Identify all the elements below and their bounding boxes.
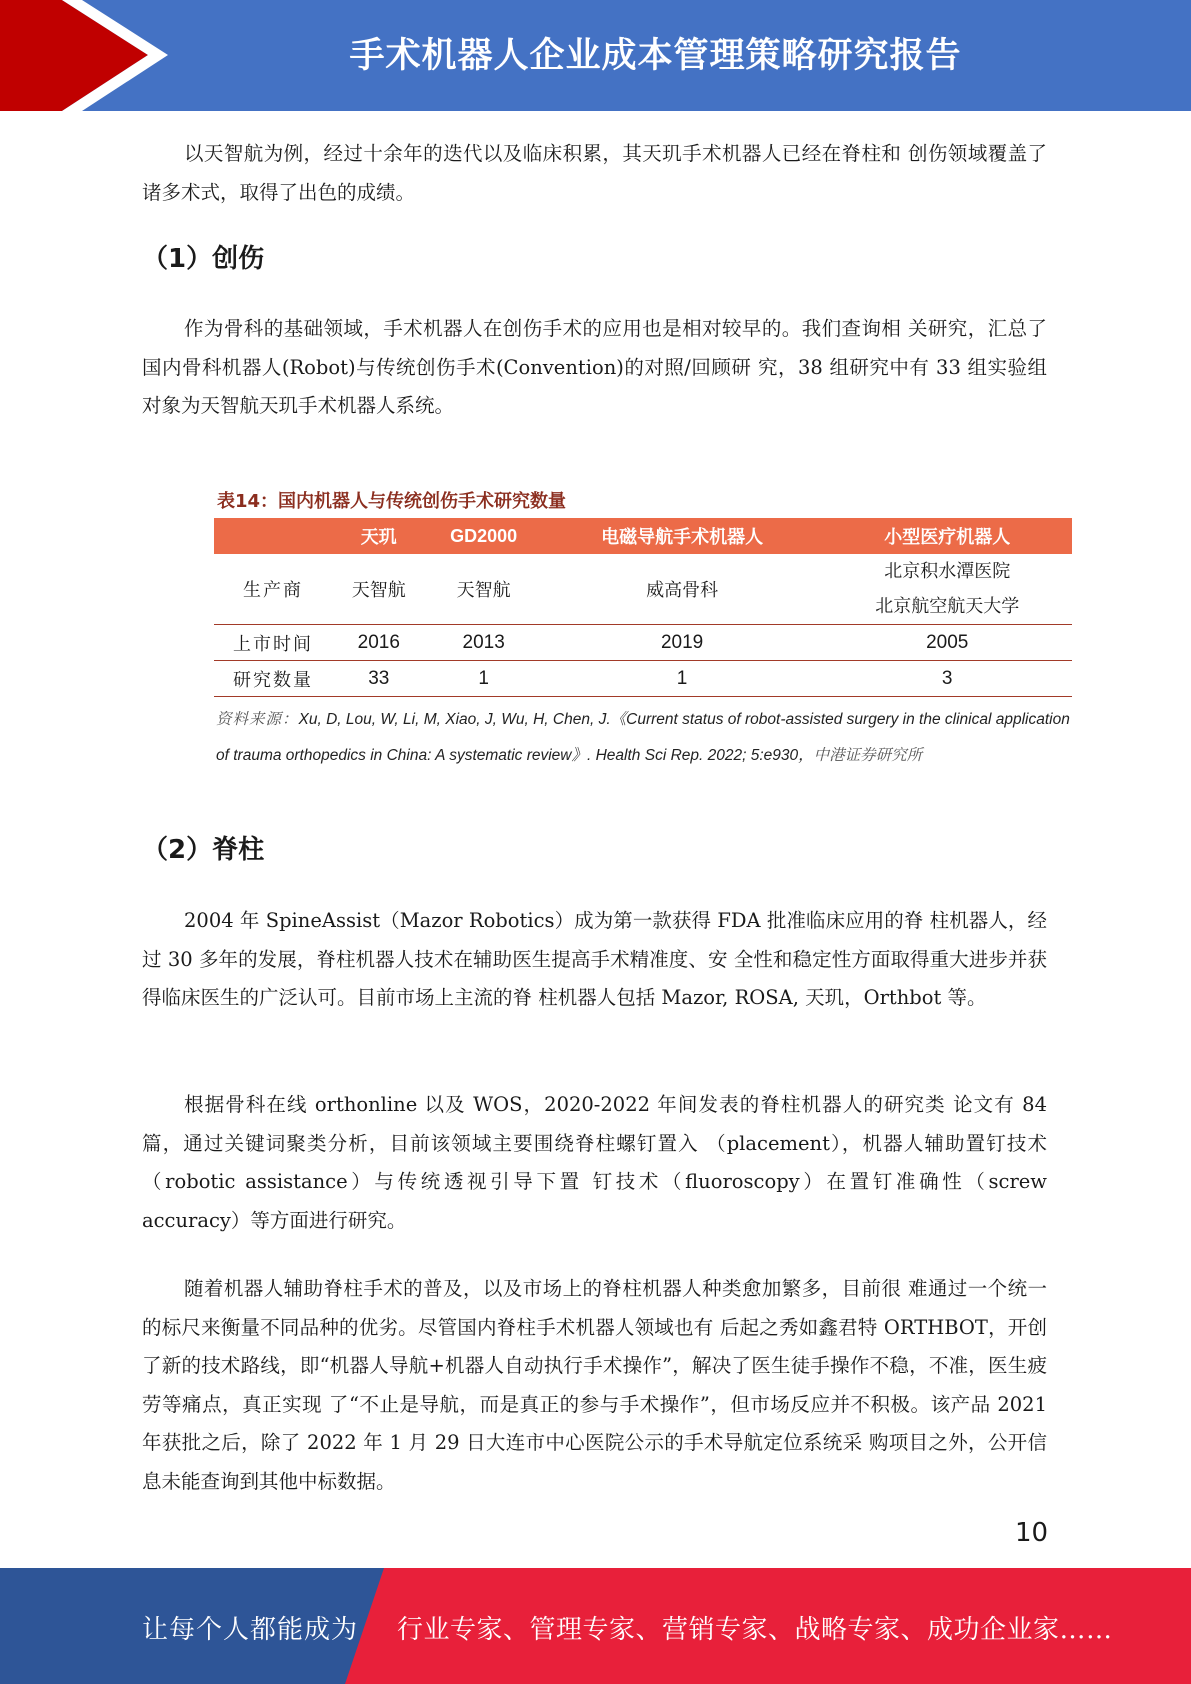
table-cell: 2019: [542, 625, 823, 661]
footer-slogan-right: 行业专家、管理专家、营销专家、战略专家、成功企业家……: [397, 1615, 1113, 1645]
table-cell: [822, 554, 1072, 625]
table-cell: 1: [542, 661, 823, 697]
table-cell: 2016: [332, 625, 426, 661]
table-cell: 3: [822, 661, 1072, 697]
table-cell-line: 北京积水潭医院: [884, 561, 1011, 582]
page-number: 10: [1015, 1518, 1049, 1548]
table-source-note: [216, 702, 1086, 774]
table-cell: 天智航: [426, 554, 542, 625]
row-label: 研究数量: [214, 661, 332, 697]
table-header-cell: 小型医疗机器人: [822, 518, 1072, 554]
table-cell: 天智航: [332, 554, 426, 625]
table-cell: 2013: [426, 625, 542, 661]
table-cell-line: 北京航空航天大学: [875, 596, 1020, 617]
spine-paragraph-2: 根据骨科在线 orthonline 以及 WOS，2020-2022 年间发表的脊柱机器人的研究类 论文有 84 篇，通过关键词聚类分析，目前该领域主要围绕脊柱螺钉置入 （placement），机器人辅助置钉技术（robotic assistance）与传统透视引导下置 钉技术（fluoroscopy）在置钉准确性（screw accuracy）等方面进行研究。: [142, 1093, 1047, 1232]
intro-paragraph: 以天智航为例，经过十余年的迭代以及临床积累，其天玑手术机器人已经在脊柱和 创伤领域覆盖了诸多术式，取得了出色的成绩。: [142, 142, 1047, 204]
table-header-cell: [214, 518, 332, 554]
page-header: [0, 0, 1191, 111]
report-title: 手术机器人企业成本管理策略研究报告: [349, 36, 962, 76]
trauma-paragraph: 作为骨科的基础领域，手术机器人在创伤手术的应用也是相对较早的。我们查询相 关研究，汇总了国内骨科机器人(Robot)与传统创伤手术(Convention)的对照/回顾研 究，38 组研究中有 33 组实验组对象为天智航天玑手术机器人系统。: [142, 317, 1047, 417]
table-header-cell: 天玑: [332, 518, 426, 554]
table-cell: 威高骨科: [542, 554, 823, 625]
source-citation: Xu, D, Lou, W, Li, M, Xiao, J, Wu, H, Chen, J.《Current status of robot-assisted surgery in the clinical application of trauma orthopedics in China: A systematic review》. Health Sci Rep. 2022; 5:e930，: [216, 711, 1070, 764]
spine-paragraph-3: 随着机器人辅助脊柱手术的普及，以及市场上的脊柱机器人种类愈加繁多，目前很 难通过一个统一的标尺来衡量不同品种的优劣。尽管国内脊柱手术机器人领域也有 后起之秀如鑫君特 ORTHBOT，开创了新的技术路线，即“机器人导航+机器人自动执行手术操作”，解决了医生徒手操作不稳，不准，医生疲劳等痛点，真正实现 了“不止是导航，而是真正的参与手术操作”，但市场反应并不积极。该产品 2021 年获批之后，除了 2022 年 1 月 29 日大连市中心医院公示的手术导航定位系统采 购项目之外，公开信息未能查询到其他中标数据。: [142, 1277, 1047, 1493]
table-row: [214, 554, 1072, 625]
row-label: 上市时间: [214, 625, 332, 661]
row-label: 生产商: [214, 554, 332, 625]
spine-paragraph-1: 2004 年 SpineAssist（Mazor Robotics）成为第一款获得 FDA 批准临床应用的脊 柱机器人，经过 30 多年的发展，脊柱机器人技术在辅助医生提高手术精准度、安 全性和稳定性方面取得重大进步并获得临床医生的广泛认可。目前市场上主流的脊 柱机器人包括 Mazor, ROSA, 天玑，Orthbot 等。: [142, 909, 1047, 1009]
study-count-table: [214, 518, 1072, 697]
section-heading-trauma: （1）创伤: [142, 244, 265, 274]
table-row: [214, 661, 1072, 697]
table-cell: 33: [332, 661, 426, 697]
section-heading-spine: （2）脊柱: [142, 835, 265, 865]
table-title: 表14：国内机器人与传统创伤手术研究数量: [217, 491, 567, 512]
table-cell: 2005: [822, 625, 1072, 661]
source-organization: 中港证券研究所: [813, 747, 923, 764]
table-header-cell: GD2000: [426, 518, 542, 554]
source-label: 资料来源：: [216, 711, 299, 728]
table-row: [214, 625, 1072, 661]
table-header-cell: 电磁导航手术机器人: [542, 518, 823, 554]
table-header-row: [214, 518, 1072, 554]
page-footer: [0, 1568, 1191, 1684]
table-cell: 1: [426, 661, 542, 697]
footer-slogan-left: 让每个人都能成为: [142, 1615, 359, 1645]
